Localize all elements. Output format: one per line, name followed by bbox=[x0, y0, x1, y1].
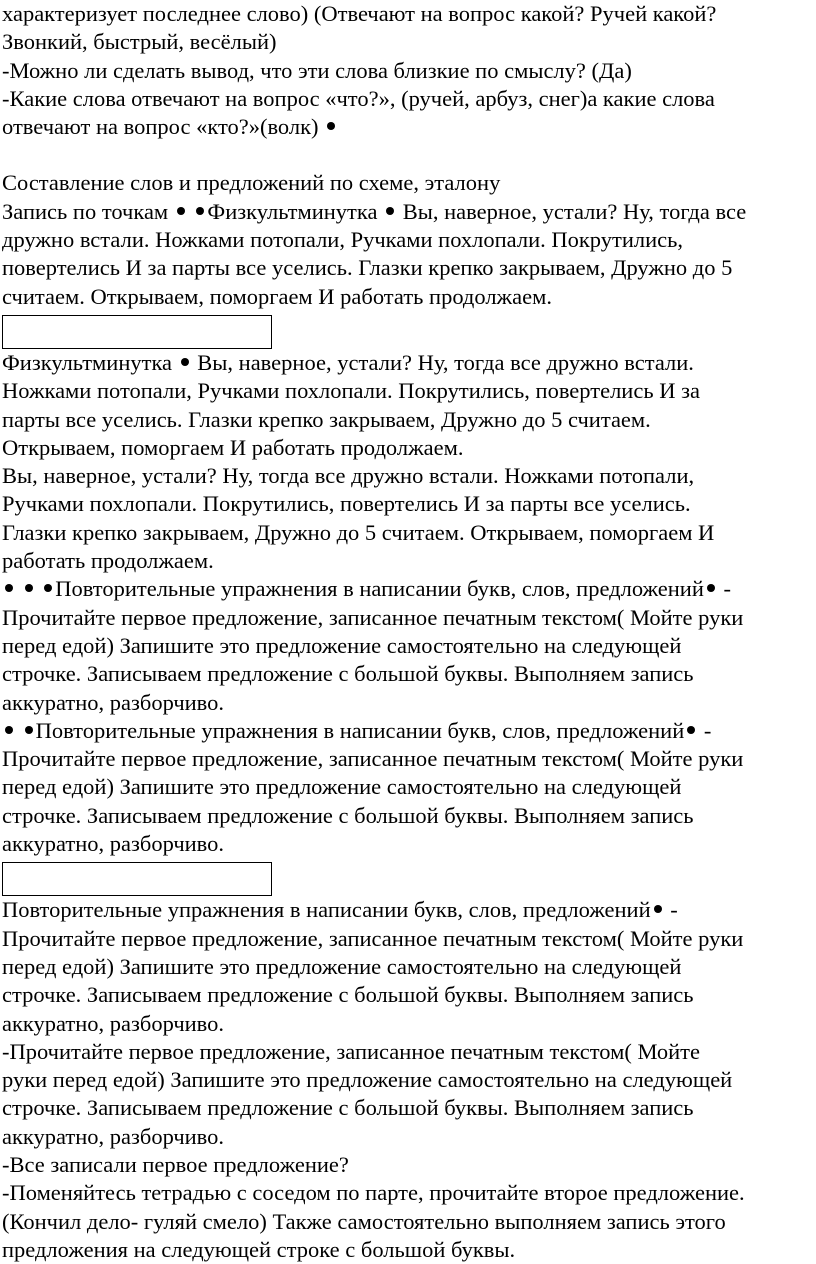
bullet-icon bbox=[25, 584, 33, 592]
text-line: аккуратно, разборчиво. bbox=[2, 1123, 225, 1149]
text-line: Ручками похлопали. Покрутились, повертелись И за парты все уселись. bbox=[2, 491, 691, 517]
text-line: Прочитайте первое предложение, записанное печатным текстом( Мойте руки bbox=[2, 925, 744, 951]
text-line: предложения на следующей строке с большой буквы. bbox=[2, 1236, 516, 1262]
text-line: дружно встали. Ножками потопали, Ручками похлопали. Покрутились, bbox=[2, 227, 684, 253]
text-line: -Все записали первое предложение? bbox=[2, 1151, 349, 1177]
bullet-icon bbox=[707, 584, 715, 592]
text-line: Физкультминутка Вы, наверное, устали? Ну, тогда все дружно встали. bbox=[2, 349, 694, 375]
text-line: строчке. Записываем предложение с большой буквы. Выполняем запись bbox=[2, 661, 694, 687]
text-line: парты все уселись. Глазки крепко закрываем, Дружно до 5 считаем. bbox=[2, 406, 651, 432]
bullet-icon bbox=[177, 207, 185, 215]
bullet-icon bbox=[687, 726, 695, 734]
paragraph bbox=[0, 896, 816, 1264]
paragraph bbox=[0, 0, 816, 141]
text-line: (Кончил дело- гуляй смело) Также самостоятельно выполняем запись этого bbox=[2, 1208, 726, 1234]
text-line: Повторительные упражнения в написании букв, слов, предложений - bbox=[0, 575, 816, 603]
text-line: строчке. Записываем предложение с большой буквы. Выполняем запись bbox=[2, 802, 694, 828]
text-line: -Поменяйтесь тетрадью с соседом по парте, прочитайте второе предложение. bbox=[2, 1180, 745, 1206]
text-line: Повторительные упражнения в написании букв, слов, предложений - bbox=[0, 717, 816, 745]
bullet-icon bbox=[181, 358, 189, 366]
text-line: аккуратно, разборчиво. bbox=[2, 831, 225, 857]
bullet-icon bbox=[654, 905, 662, 913]
empty-frame bbox=[2, 315, 272, 349]
text-line: работать продолжаем. bbox=[2, 548, 214, 574]
text-line: Прочитайте первое предложение, записанное печатным текстом( Мойте руки bbox=[2, 746, 744, 772]
bullet-icon bbox=[25, 726, 33, 734]
text-line: перед едой) Запишите это предложение самостоятельно на следующей bbox=[2, 953, 682, 979]
text-line: строчке. Записываем предложение с большой буквы. Выполняем запись bbox=[2, 982, 694, 1008]
text-line: отвечают на вопрос «кто?»(волк) bbox=[0, 113, 816, 141]
text-line: Повторительные упражнения в написании букв, слов, предложений - bbox=[2, 897, 678, 923]
text-line: Открываем, поморгаем И работать продолжаем. bbox=[2, 434, 464, 460]
bullet-icon bbox=[5, 726, 13, 734]
text-line: повертелись И за парты все уселись. Глазки крепко закрываем, Дружно до 5 bbox=[2, 255, 733, 281]
text-line: -Какие слова отвечают на вопрос «что?», (ручей, арбуз, снег)а какие слова bbox=[2, 85, 715, 111]
blank-line bbox=[0, 141, 816, 169]
text-line: строчке. Записываем предложение с большой буквы. Выполняем запись bbox=[2, 1095, 694, 1121]
text-line: Вы, наверное, устали? Ну, тогда все дружно встали. Ножками потопали, bbox=[2, 463, 695, 489]
paragraph bbox=[0, 349, 816, 858]
text-line: руки перед едой) Запишите это предложение самостоятельно на следующей bbox=[2, 1067, 733, 1093]
bullet-icon bbox=[386, 207, 394, 215]
empty-frame bbox=[2, 862, 272, 896]
bullet-icon bbox=[196, 207, 204, 215]
text-line: Составление слов и предложений по схеме, эталону bbox=[2, 170, 501, 196]
text-line: перед едой) Запишите это предложение самостоятельно на следующей bbox=[2, 632, 682, 658]
text-line: Глазки крепко закрываем, Дружно до 5 считаем. Открываем, поморгаем И bbox=[2, 519, 715, 545]
text-line: считаем. Открываем, поморгаем И работать продолжаем. bbox=[2, 283, 552, 309]
bullet-icon bbox=[5, 584, 13, 592]
text-line: Запись по точкам Физкультминутка Вы, наверное, устали? Ну, тогда все bbox=[2, 198, 747, 224]
text-line: -Можно ли сделать вывод, что эти слова близкие по смыслу? (Да) bbox=[2, 57, 632, 83]
text-line: аккуратно, разборчиво. bbox=[2, 689, 225, 715]
text-line: характеризует последнее слово) (Отвечают на вопрос какой? Ручей какой? bbox=[2, 1, 717, 26]
text-line: аккуратно, разборчиво. bbox=[2, 1010, 225, 1036]
text-line: Ножками потопали, Ручками похлопали. Покрутились, повертелись И за bbox=[2, 378, 700, 404]
text-line: Звонкий, быстрый, весёлый) bbox=[2, 29, 277, 55]
text-line: -Прочитайте первое предложение, записанное печатным текстом( Мойте bbox=[2, 1038, 700, 1064]
text-line: перед едой) Запишите это предложение самостоятельно на следующей bbox=[2, 774, 682, 800]
bullet-icon bbox=[44, 584, 52, 592]
text-line: Прочитайте первое предложение, записанное печатным текстом( Мойте руки bbox=[2, 604, 744, 630]
paragraph bbox=[0, 169, 816, 310]
bullet-icon bbox=[327, 122, 335, 130]
